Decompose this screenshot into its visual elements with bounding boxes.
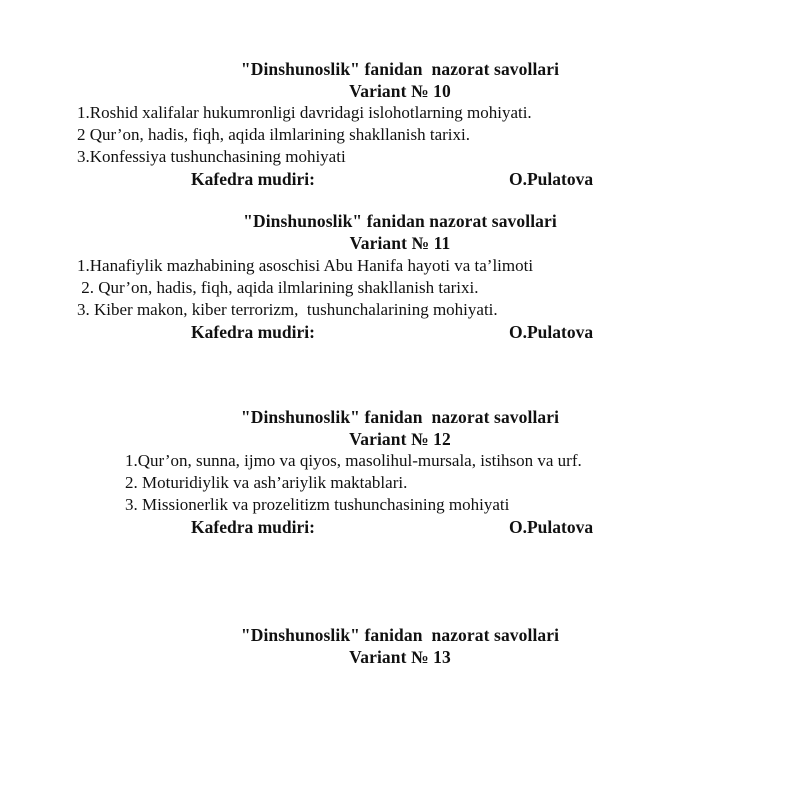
signature-role: Kafedra mudiri: [191,322,315,342]
signature-name: O.Pulatova [509,169,594,189]
block-title: "Dinshunoslik" fanidan nazorat savollari [240,625,560,645]
signature-name: O.Pulatova [509,322,594,342]
variant-number: Variant № 11 [349,233,451,253]
question-3: 3. Kiber makon, kiber terrorizm, tushunchalarining mohiyati. [77,300,498,319]
question-1: 1.Roshid xalifalar hukumronligi davridagi islohotlarning mohiyati. [77,103,532,122]
signature-role: Kafedra mudiri: [191,517,315,537]
question-2: 2. Moturidiylik va ash’ariylik maktablari. [125,473,408,492]
question-3: 3.Konfessiya tushunchasining mohiyati [77,147,346,166]
signature-role: Kafedra mudiri: [191,169,315,189]
variant-number: Variant № 12 [349,429,451,449]
question-3: 3. Missionerlik va prozelitizm tushunchasining mohiyati [125,495,510,514]
block-title: "Dinshunoslik" fanidan nazorat savollari [240,407,560,427]
signature-name: O.Pulatova [509,517,594,537]
block-title: "Dinshunoslik" fanidan nazorat savollari [243,211,557,231]
variant-number: Variant № 10 [349,81,451,101]
question-1: 1.Hanafiylik mazhabining asoschisi Abu Hanifa hayoti va ta’limoti [77,256,534,275]
variant-number: Variant № 13 [349,647,451,667]
block-title: "Dinshunoslik" fanidan nazorat savollari [240,59,560,79]
question-2: 2 Qur’on, hadis, fiqh, aqida ilmlarining shakllanish tarixi. [77,125,470,144]
question-2: 2. Qur’on, hadis, fiqh, aqida ilmlarining shakllanish tarixi. [77,278,479,297]
question-1: 1.Qur’on, sunna, ijmo va qiyos, masolihul-mursala, istihson va urf. [125,451,582,470]
